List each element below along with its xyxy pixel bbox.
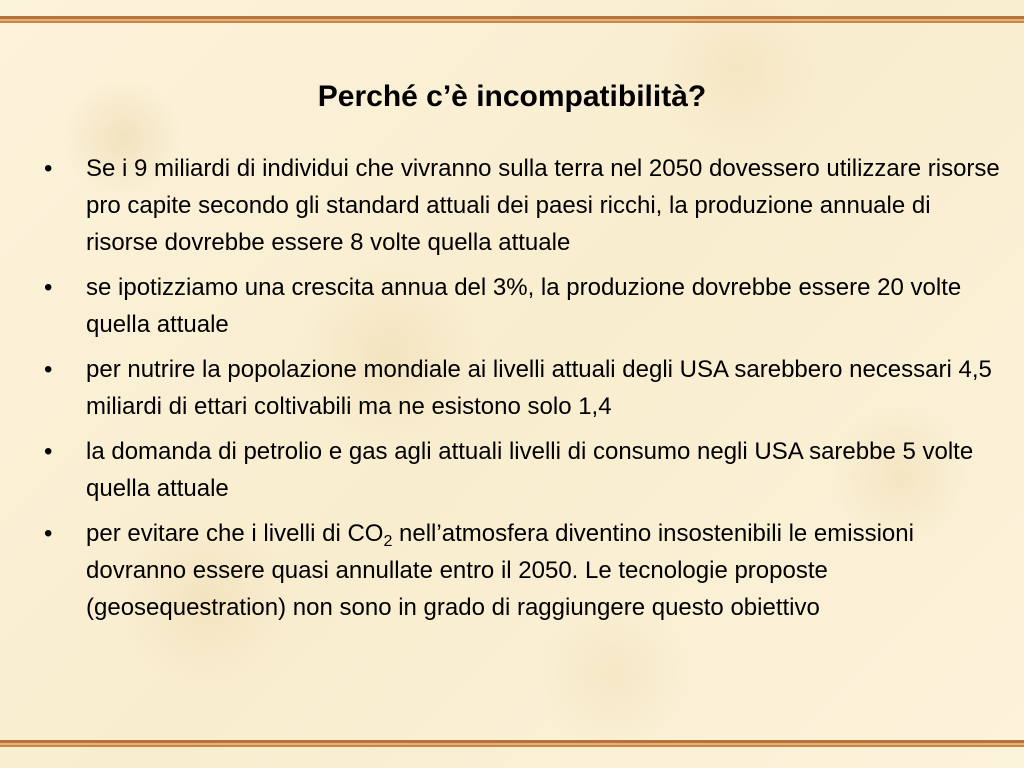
bullet-text: se ipotizziamo una crescita annua del 3%, la produzione dovrebbe essere 20 volte quella attuale: [86, 274, 962, 338]
bullet-text: la domanda di petrolio e gas agli attuali livelli di consumo negli USA sarebbe 5 volte quella attuale: [86, 438, 974, 502]
bullet-item-4: [42, 433, 1002, 507]
bullet-dot-icon: •: [44, 520, 53, 547]
bullet-text: [86, 520, 914, 621]
bullet-text: Se i 9 miliardi di individui che vivranno sulla terra nel 2050 dovessero utilizzare risorse pro capite secondo gli standard attuali dei paesi ricchi, la produzione annuale di risorse dovrebbe essere 8 volte quella attuale: [86, 155, 1000, 256]
bullet-dot-icon: •: [44, 274, 53, 301]
bullet-dot-icon: •: [44, 438, 53, 465]
bottom-border-decoration: [0, 740, 1024, 750]
bullet-item-1: [42, 150, 1002, 261]
bullet-text: per nutrire la popolazione mondiale ai livelli attuali degli USA sarebbero necessari 4,5 miliardi di ettari coltivabili ma ne esistono solo 1,4: [86, 356, 992, 420]
bullet-dot-icon: •: [44, 155, 53, 182]
bullet-dot-icon: •: [44, 356, 53, 383]
bullet-item-3: [42, 351, 1002, 425]
co2-subscript: 2: [383, 533, 393, 550]
bullet-text-after: nell’atmosfera diventino insostenibili le emissioni dovranno essere quasi annullate entro il 2050. Le tecnologie proposte (geosequestration) non sono in grado di raggiungere questo obiettivo: [86, 520, 914, 621]
bullet-list: [42, 150, 1002, 634]
bullet-item-2: [42, 269, 1002, 343]
bullet-text-before: per evitare che i livelli di CO: [86, 520, 384, 547]
bullet-item-5: [42, 515, 1002, 626]
top-border-decoration: [0, 16, 1024, 26]
slide-title: Perché c’è incompatibilità?: [317, 80, 707, 113]
